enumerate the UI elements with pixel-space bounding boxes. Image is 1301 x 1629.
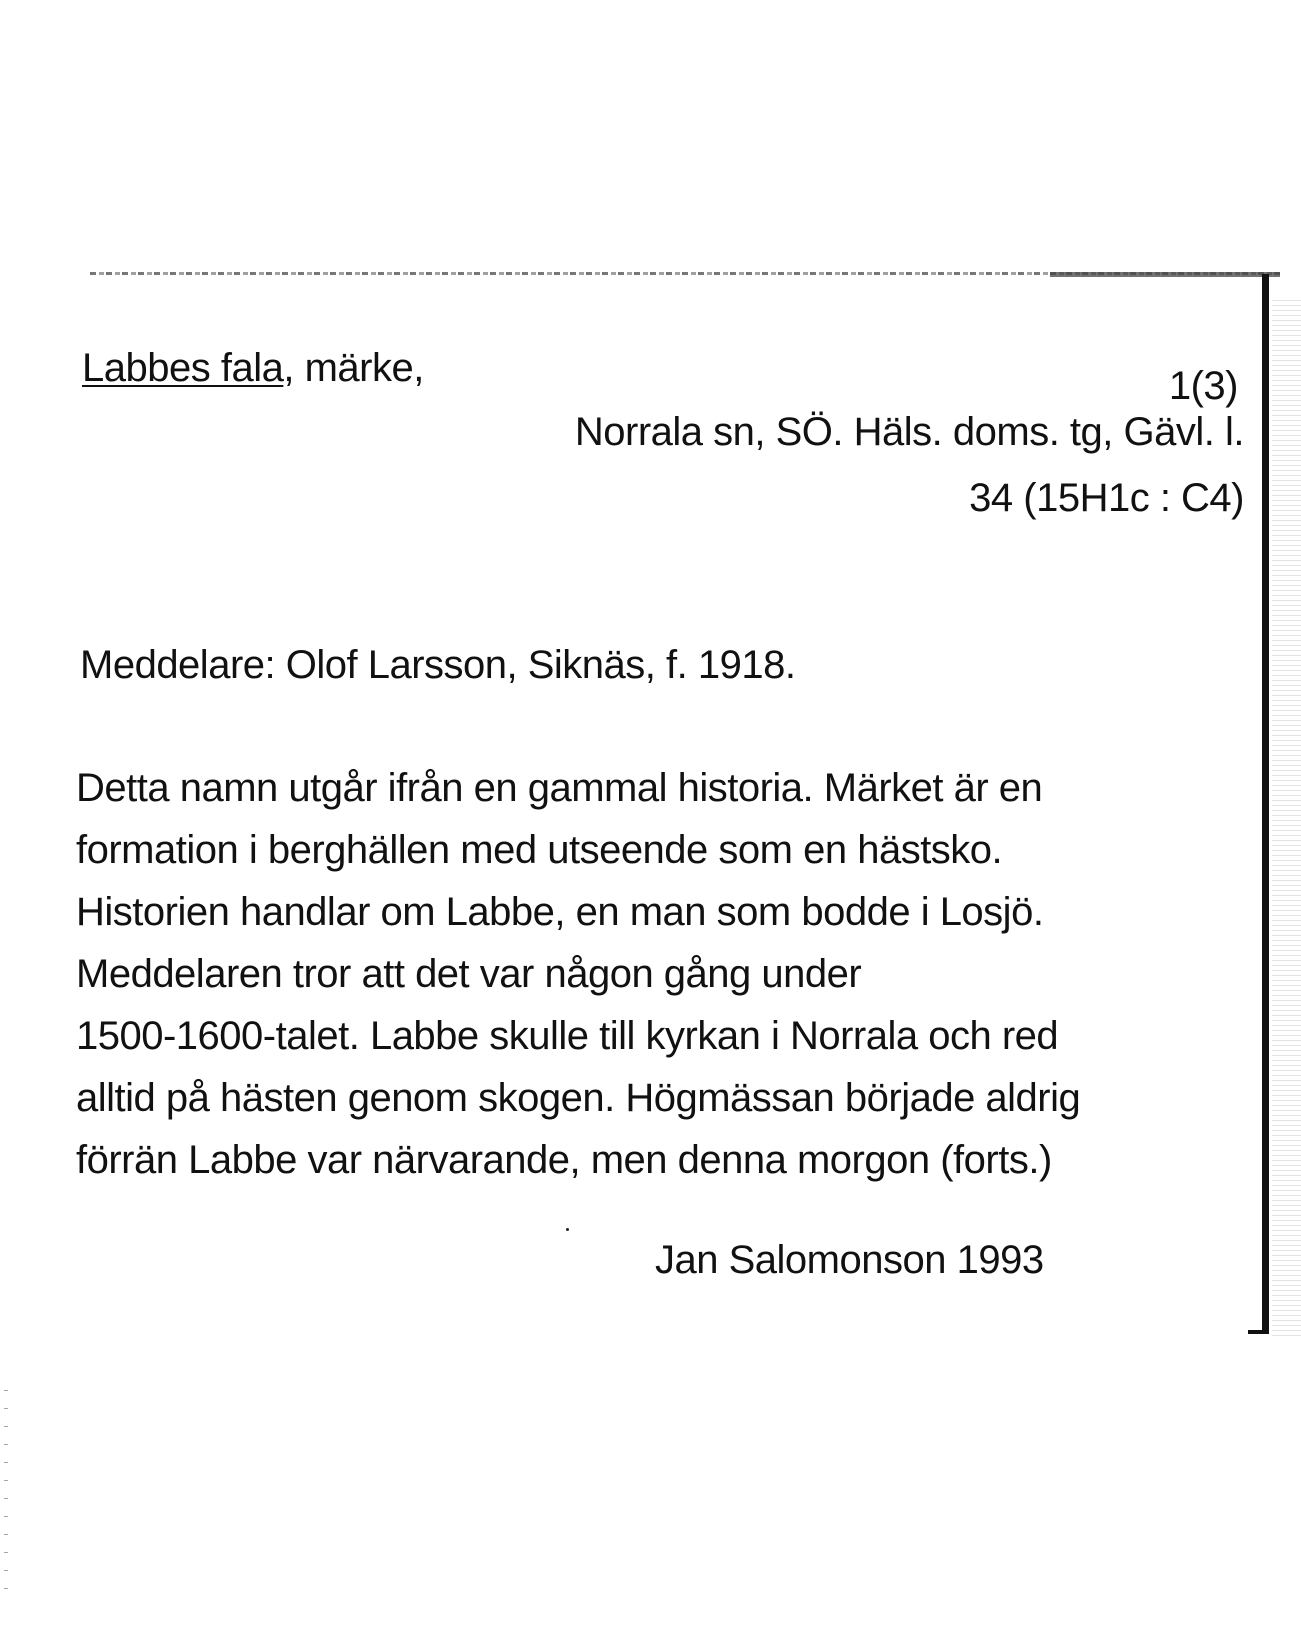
recorder-signature: Jan Salomonson 1993 — [655, 1238, 1044, 1282]
text-line: Detta namn utgår ifrån en gammal historia. Märket är en — [76, 766, 1043, 810]
card-heading — [82, 348, 424, 388]
text-line: förrän Labbe var närvarande, men denna morgon (forts.) — [76, 1138, 1052, 1182]
place-name: Labbes fala — [82, 346, 284, 390]
text-line: alltid på hästen genom skogen. Högmässan började aldrig — [76, 1076, 1081, 1120]
ink-speck — [566, 1228, 569, 1231]
card-corner-mark — [1248, 1330, 1268, 1334]
map-reference: 34 (15H1c : C4) — [969, 476, 1244, 520]
text-line: Meddelaren tror att det var någon gång under — [76, 952, 862, 996]
text-line: 1500-1600-talet. Labbe skulle till kyrkan i Norrala och red — [76, 1014, 1059, 1058]
scan-dots — [4, 1390, 8, 1590]
text-line: formation i berghällen med utseende som en hästsko. — [76, 828, 1003, 872]
scan-noise — [1272, 300, 1301, 1340]
card-right-edge — [1262, 274, 1269, 1334]
page-number: 1(3) — [1168, 364, 1238, 408]
place-type: , märke, — [283, 346, 424, 390]
card-top-edge-shadow — [1050, 272, 1280, 277]
informant-line: Meddelare: Olof Larsson, Siknäs, f. 1918. — [80, 643, 796, 687]
parish-line: Norrala sn, SÖ. Häls. doms. tg, Gävl. l. — [574, 410, 1244, 454]
text-line: Historien handlar om Labbe, en man som bodde i Losjö. — [76, 890, 1044, 934]
